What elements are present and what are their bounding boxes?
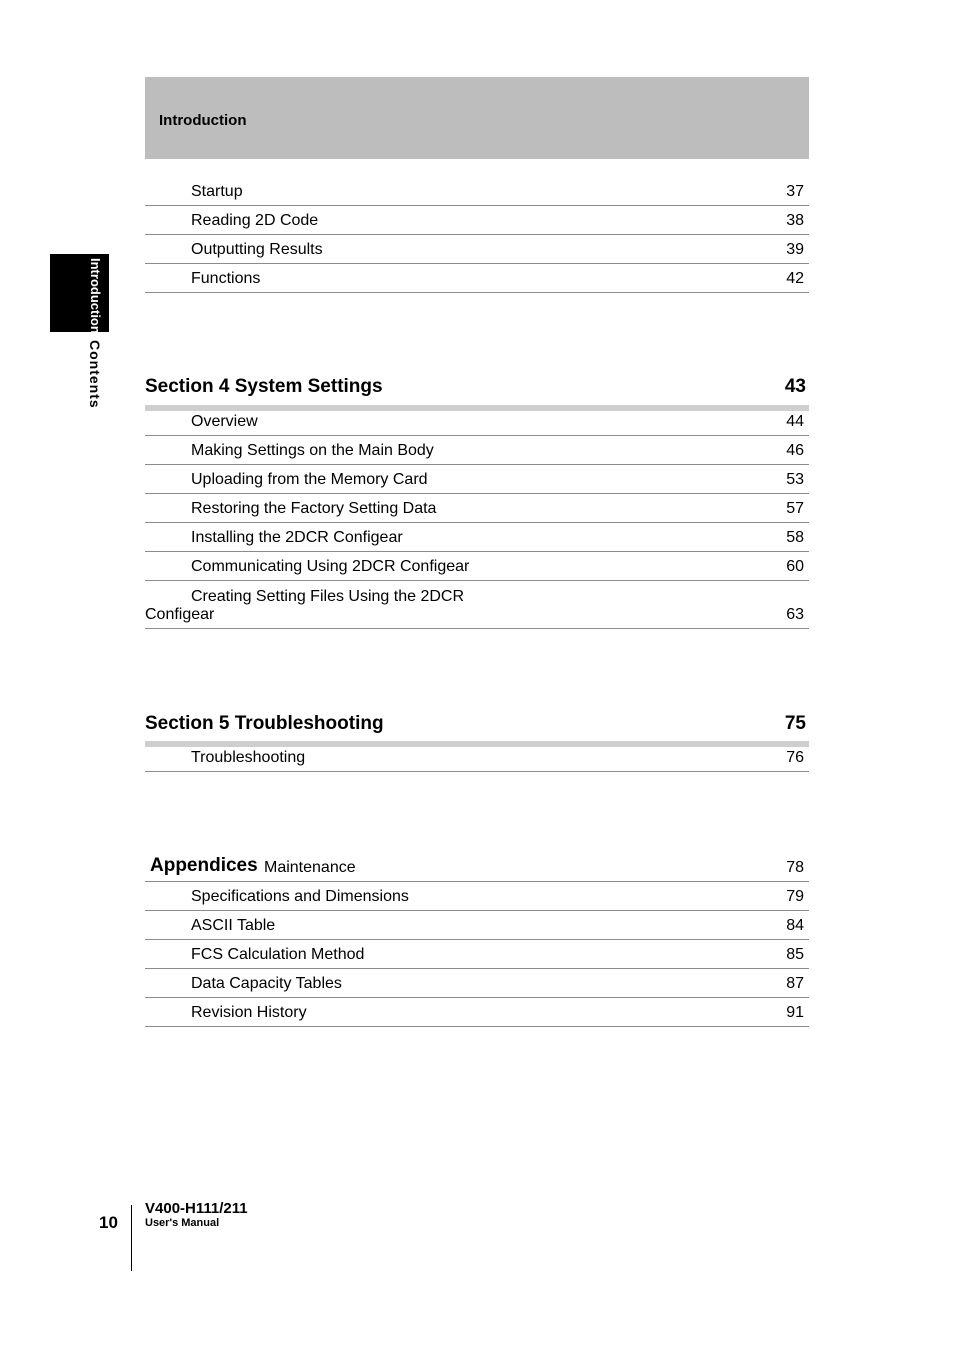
toc-entry-page: 53: [786, 471, 804, 488]
toc-row[interactable]: [145, 263, 809, 293]
toc-entry-label-continued: Configear: [145, 606, 215, 623]
toc-entry-label: Specifications and Dimensions: [191, 888, 409, 905]
toc-entry-page: 46: [786, 442, 804, 459]
appendices-heading-row[interactable]: [145, 852, 809, 882]
toc-entry-page: 63: [786, 606, 804, 623]
toc-entry-page: 79: [786, 888, 804, 905]
toc-row[interactable]: [145, 997, 809, 1027]
toc-row[interactable]: [145, 493, 809, 523]
chapter-header-band: [145, 77, 809, 159]
toc-row[interactable]: [145, 234, 809, 264]
toc-entry-label: Uploading from the Memory Card: [191, 471, 428, 488]
appendices-title: Appendices: [150, 855, 258, 876]
footer-model: V400-H111/211: [145, 1200, 248, 1217]
footer-divider: [131, 1205, 132, 1271]
toc-entry-page: 84: [786, 917, 804, 934]
toc-row[interactable]: [145, 742, 809, 772]
section-title: Section 4 System Settings: [145, 376, 383, 397]
toc-entry-label: Functions: [191, 270, 261, 287]
toc-entry-label: Making Settings on the Main Body: [191, 442, 434, 459]
toc-entry-label: Communicating Using 2DCR Configear: [191, 558, 470, 575]
toc-entry-label: Outputting Results: [191, 241, 323, 258]
toc-row[interactable]: [145, 176, 809, 206]
toc-entry-page: 87: [786, 975, 804, 992]
toc-row[interactable]: [145, 205, 809, 235]
toc-entry-page: 44: [786, 413, 804, 430]
toc-entry-page: 60: [786, 558, 804, 575]
section-title: Section 5 Troubleshooting: [145, 713, 384, 734]
side-chapter-label: Introduction: [88, 258, 103, 334]
page-number: 10: [99, 1213, 118, 1232]
toc-entry-page: 76: [786, 749, 804, 766]
toc-entry-label: Overview: [191, 413, 258, 430]
toc-entry-page: 85: [786, 946, 804, 963]
toc-row[interactable]: [145, 968, 809, 998]
toc-entry-label: FCS Calculation Method: [191, 946, 365, 963]
toc-row[interactable]: [145, 522, 809, 552]
toc-row[interactable]: [145, 580, 809, 629]
toc-entry-page: 78: [786, 859, 804, 876]
toc-entry-page: 39: [786, 241, 804, 258]
toc-entry-page: 38: [786, 212, 804, 229]
toc-entry-label: Maintenance: [264, 859, 356, 876]
toc-entry-page: 42: [786, 270, 804, 287]
toc-entry-page: 58: [786, 529, 804, 546]
side-chapter-tab: [50, 254, 109, 332]
toc-row[interactable]: [145, 435, 809, 465]
toc-row[interactable]: [145, 464, 809, 494]
section-page: 43: [784, 376, 806, 397]
toc-entry-label: ASCII Table: [191, 917, 276, 934]
toc-row[interactable]: [145, 939, 809, 969]
side-contents-label: Contents: [87, 340, 103, 409]
toc-entry-page: 91: [786, 1004, 804, 1021]
toc-entry-label: Reading 2D Code: [191, 212, 319, 229]
toc-row[interactable]: [145, 910, 809, 940]
footer-manual-label: User's Manual: [145, 1217, 220, 1229]
chapter-title: Introduction: [159, 112, 247, 129]
section-page: 75: [784, 713, 806, 734]
toc-entry-label: Restoring the Factory Setting Data: [191, 500, 437, 517]
toc-entry-page: 37: [786, 183, 804, 200]
toc-entry-label: Startup: [191, 183, 243, 200]
toc-row[interactable]: [145, 551, 809, 581]
toc-row[interactable]: [145, 881, 809, 911]
toc-entry-label: Installing the 2DCR Configear: [191, 529, 403, 546]
toc-row[interactable]: [145, 406, 809, 436]
toc-entry-label: Troubleshooting: [191, 749, 306, 766]
toc-entry-label: Creating Setting Files Using the 2DCR: [191, 588, 465, 605]
toc-entry-page: 57: [786, 500, 804, 517]
toc-entry-label: Data Capacity Tables: [191, 975, 342, 992]
toc-entry-label: Revision History: [191, 1004, 307, 1021]
